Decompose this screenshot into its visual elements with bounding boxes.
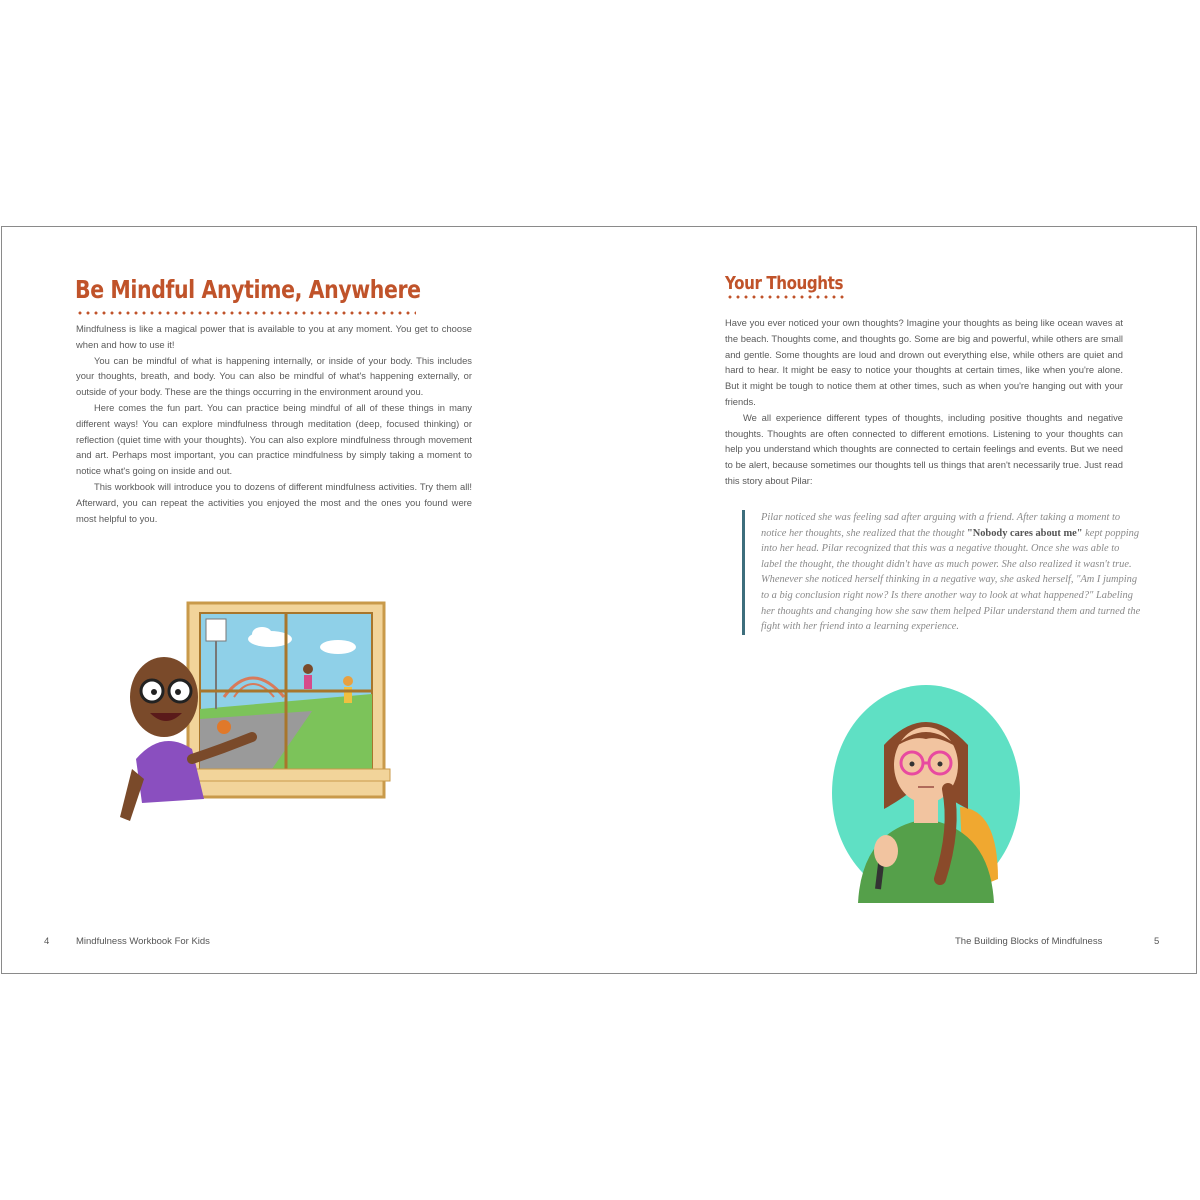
right-page-heading: Your Thoughts (725, 273, 844, 294)
running-footer-title: The Building Blocks of Mindfulness (955, 936, 1103, 947)
paragraph: This workbook will introduce you to dozens of different mindfulness activities. Try them all! Afterward, you can repeat the activities you enjoyed the most and the ones you found were most helpful to you. (76, 480, 472, 524)
book-spread (1, 226, 1197, 974)
heading-dotted-rule (76, 311, 416, 315)
paragraph: Mindfulness is like a magical power that is available to you at any moment. You get to choose when and how to use it! (76, 323, 472, 350)
story-text-before: Pilar noticed she was feeling sad after arguing with a friend. After taking a moment to notice her thoughts, she realized that the thought (761, 512, 1121, 539)
left-page (2, 227, 600, 973)
story-text (761, 510, 1141, 635)
paragraph: Have you ever noticed your own thoughts? Imagine your thoughts as being like ocean waves at the beach. Thoughts come, and thoughts go. Some are big and powerful, while others are small and gentle. Some thoughts are loud and drown out everything else, while others are quiet and hard to hear. It might be easy to notice your thoughts at certain times, like when you're alone. But it might be tough to notice them at other times, such as when you're hanging out with your friends. (725, 317, 1123, 407)
heading-dotted-rule (726, 295, 844, 299)
running-footer-title: Mindfulness Workbook For Kids (76, 936, 210, 947)
page-number: 4 (44, 936, 50, 947)
story-quote: "Nobody cares about me" (966, 527, 1083, 539)
story-callout (742, 510, 1141, 635)
paragraph: You can be mindful of what is happening internally, or inside of your body. This includes your thoughts, breath, and body. You can also be mindful of what's happening externally, or outside of your body. These are the things occurring in the environment around you. (76, 354, 472, 398)
right-page-body (725, 315, 1123, 489)
girl-with-backpack-illustration (828, 679, 1024, 903)
left-page-heading: Be Mindful Anytime, Anywhere (75, 275, 421, 304)
right-page (600, 227, 1198, 973)
story-text-after: kept popping into her head. Pilar recognized that this was a negative thought. Once she was able to label the thought, the thought didn't have as much power. She also realized it wasn't true. Whenever she noticed herself thinking in a negative way, she asked herself, "Am I jumping to a big conclusion right now? Is there another way to look at what happened?" Labeling her thoughts and changing how she saw them helped Pilar understand them and turned the fight with her friend into a learning experience. (761, 527, 1141, 633)
left-page-body (76, 321, 472, 526)
paragraph: We all experience different types of thoughts, including positive thoughts and negative thoughts. Thoughts are often connected to different emotions. Listening to your thoughts can help you understand which thoughts are connected to certain feelings and events. But we need to be alert, because sometimes our thoughts tell us things that aren't necessarily true. Just read this story about Pilar: (725, 411, 1123, 486)
page-number: 5 (1154, 936, 1160, 947)
boy-at-window-illustration (112, 599, 402, 831)
paragraph: Here comes the fun part. You can practice being mindful of all of these things in many different ways! You can explore mindfulness through meditation (deep, focused thinking) or reflection (quiet time with your thoughts). You can also explore mindfulness through movement and art. Perhaps most important, you can practice mindfulness by simply taking a moment to notice what's going on inside and out. (76, 401, 472, 477)
